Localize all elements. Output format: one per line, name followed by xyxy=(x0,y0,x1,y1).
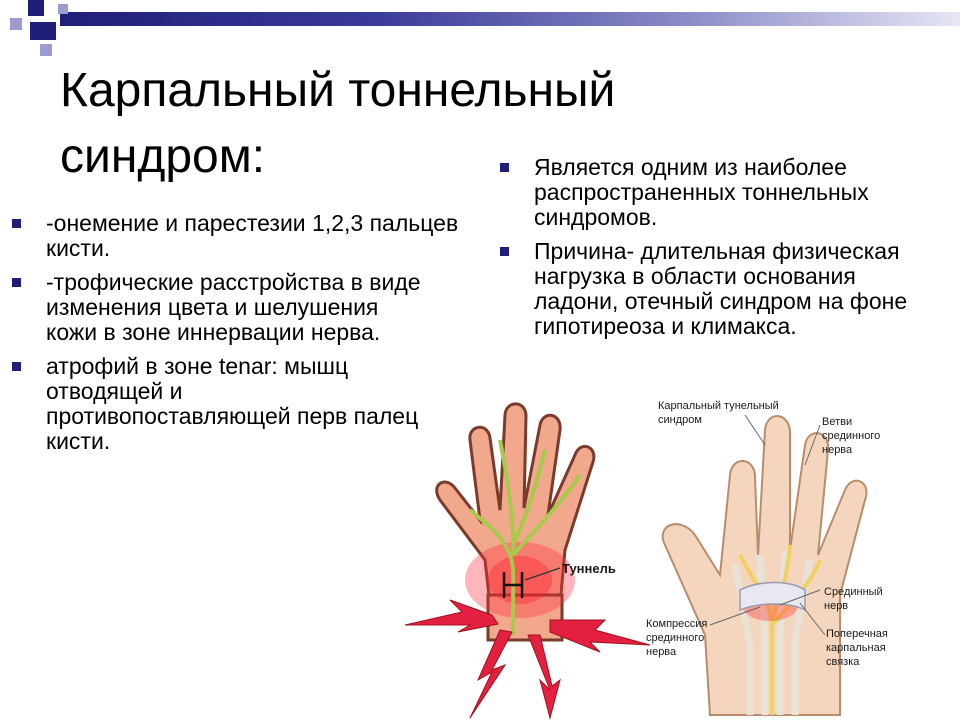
header-square xyxy=(10,18,22,30)
left-bullet-list xyxy=(12,210,459,463)
bullet-text: -онемение и парестезии 1,2,3 пальцев кисти. xyxy=(46,210,459,261)
list-item xyxy=(500,239,920,339)
right-bullet-list xyxy=(500,155,920,348)
list-item xyxy=(12,269,421,345)
slide-title: Карпальный тоннельный синдром: xyxy=(60,64,616,183)
label-ligament: Поперечная карпальная связка xyxy=(826,628,888,668)
list-item xyxy=(12,353,419,454)
bullet-text: Причина- длительная физическая нагрузка в области основания ладони, отечный синдром на фоне гипотиреоза и климакса. xyxy=(534,238,908,339)
hand-drawing xyxy=(400,380,650,720)
header-square xyxy=(28,0,44,16)
hand-illustration xyxy=(400,380,650,720)
header-square xyxy=(30,22,56,40)
bullet-marker xyxy=(12,219,21,228)
pain-bolt xyxy=(550,620,650,652)
bullet-text: атрофий в зоне tenar: мышц отводящей и противопоставляющей перв палец кисти. xyxy=(46,353,419,454)
label-carpal-tunnel: Карпальный тунельный синдром xyxy=(658,400,779,426)
inflammation-core xyxy=(488,556,552,604)
header-square xyxy=(40,44,52,56)
pain-bolt xyxy=(528,635,560,718)
bullet-marker xyxy=(12,278,21,287)
header-square xyxy=(58,4,68,14)
label-median-nerve: Срединный нерв xyxy=(824,586,883,612)
pain-bolt xyxy=(470,630,512,718)
list-item xyxy=(12,210,459,261)
bullet-marker xyxy=(500,247,509,256)
label-compression: Компрессия срединного нерва xyxy=(646,618,708,658)
header-gradient-bar xyxy=(60,12,960,26)
bullet-marker xyxy=(500,163,509,172)
header-decoration xyxy=(0,0,960,40)
label-nerve-branches: Ветви срединного нерва xyxy=(822,416,881,456)
bullet-marker xyxy=(12,362,21,371)
list-item xyxy=(500,155,920,230)
anatomy-illustration xyxy=(640,385,960,715)
label-tunnel: Туннель xyxy=(562,561,616,576)
anatomy-drawing xyxy=(640,385,960,715)
bullet-text: -трофические расстройства в виде изменения цвета и шелушения кожи в зоне иннервации нерва. xyxy=(46,269,421,345)
bullet-text: Является одним из наиболее распространенных тоннельных синдромов. xyxy=(534,154,869,230)
